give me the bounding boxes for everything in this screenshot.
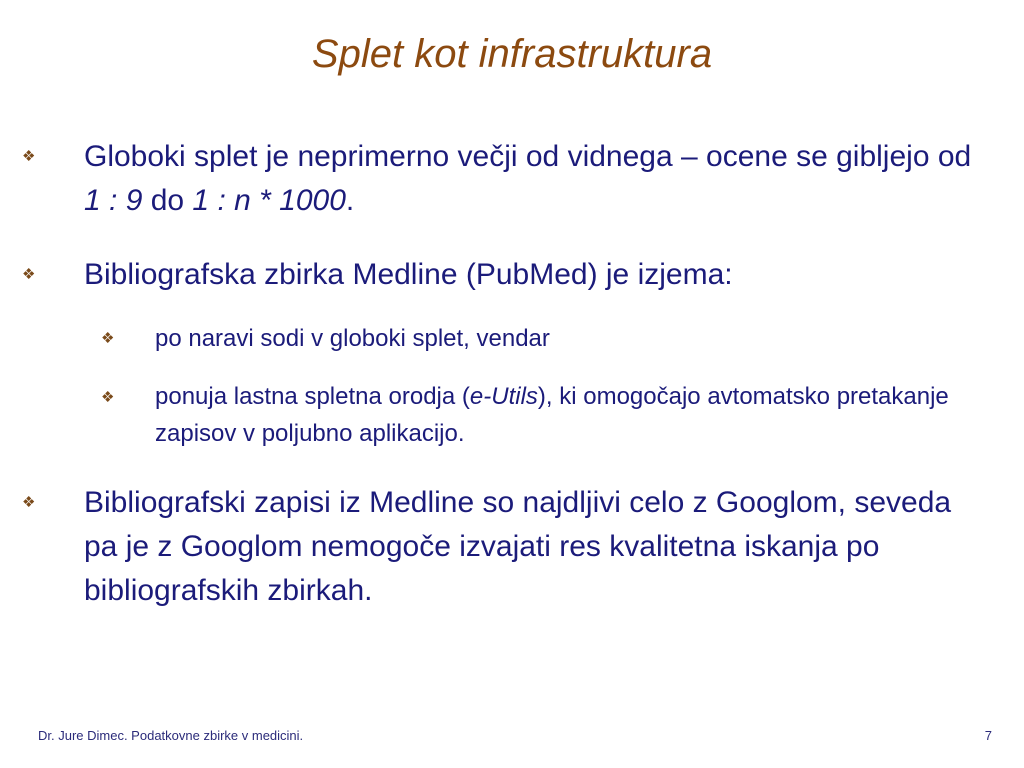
footer-author: Dr. Jure Dimec. Podatkovne zbirke v medicini.: [38, 728, 304, 743]
sub-bullet-1: po naravi sodi v globoki splet, vendar: [155, 325, 550, 352]
bullet-1-text-a: Globoki splet je neprimerno večji od vidnega – ocene se gibljejo od: [84, 140, 972, 173]
bullet-1: [84, 135, 984, 223]
diamond-bullet-icon: ❖: [22, 266, 36, 283]
bullet-2: Bibliografska zbirka Medline (PubMed) je izjema:: [84, 258, 733, 291]
diamond-bullet-icon: ❖: [101, 330, 115, 347]
page-number: 7: [984, 728, 992, 743]
diamond-bullet-icon: ❖: [22, 148, 36, 165]
diamond-bullet-icon: ❖: [22, 494, 36, 511]
sub-bullet-2-text-b: ), ki omogočajo avtomatsko pretakanje zapisov v poljubno aplikacijo.: [155, 383, 949, 447]
sub-bullet-2: [155, 378, 995, 452]
sub-bullet-2-eutils: e-Utils: [469, 383, 538, 410]
bullet-1-ratio-high: 1 : n * 1000: [192, 184, 346, 217]
diamond-bullet-icon: ❖: [101, 389, 115, 406]
bullet-3: Bibliografski zapisi iz Medline so najdljivi celo z Googlom, seveda pa je z Googlom nemogoče izvajati res kvalitetna iskanja po bibliografskih zbirkah.: [84, 486, 952, 607]
bullet-1-ratio-low: 1 : 9: [84, 184, 143, 217]
slide-title: Splet kot infrastruktura: [311, 32, 713, 76]
bullet-1-text-b: do: [142, 184, 193, 217]
sub-bullet-2-text-a: ponuja lastna spletna orodja (: [155, 383, 470, 410]
bullet-1-text-c: .: [345, 184, 355, 217]
